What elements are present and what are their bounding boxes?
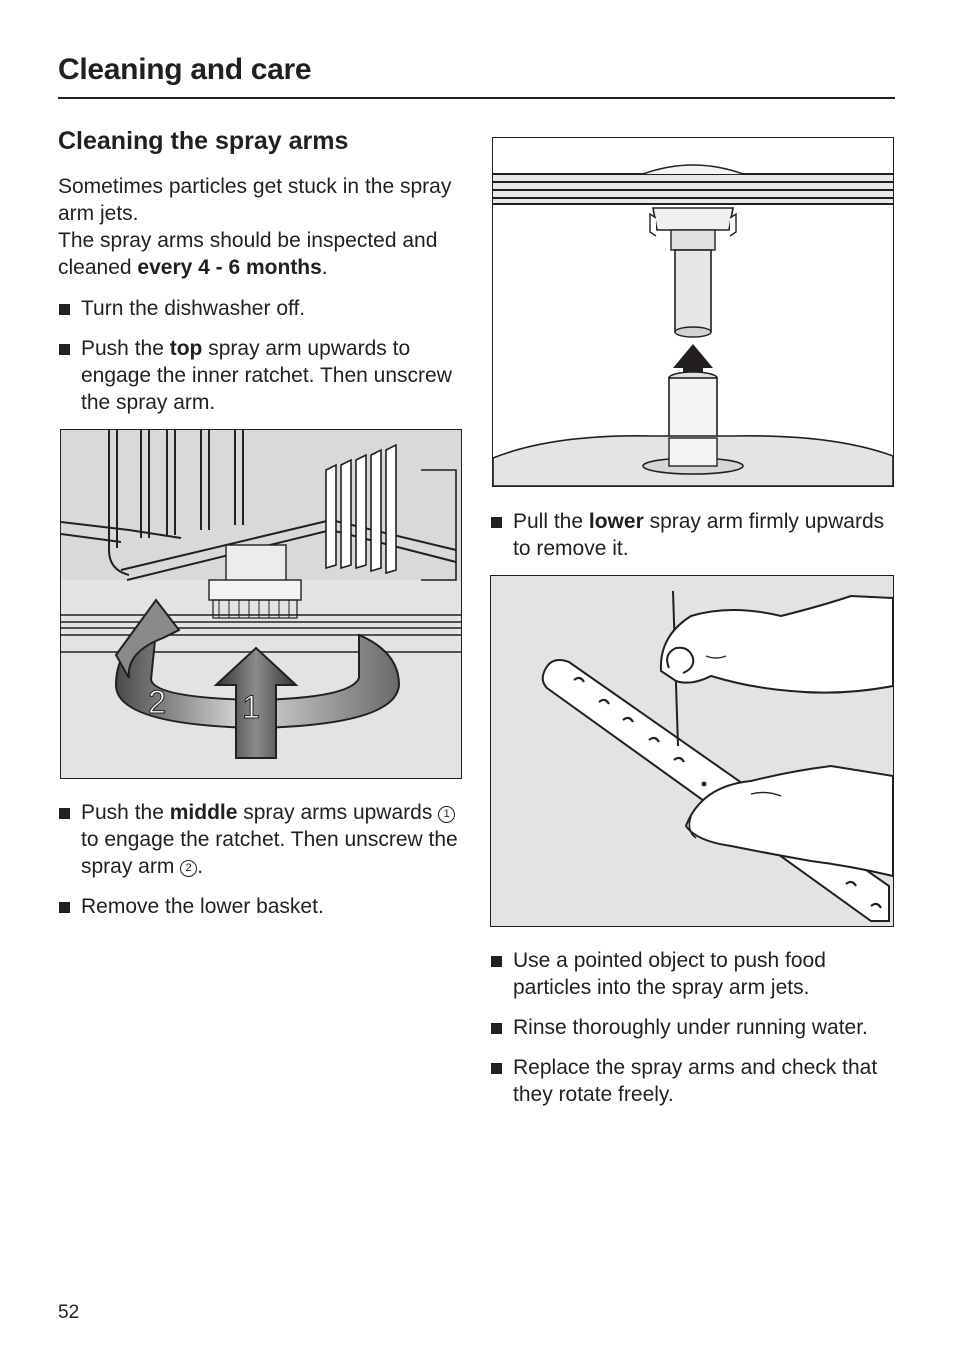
intro-line-2: The spray arms should be inspected and cleaned every 4 - 6 months.: [58, 229, 438, 279]
steps-list-a: [58, 295, 468, 416]
push-marker-ref: 1: [438, 806, 455, 823]
push-marker: 1: [242, 689, 260, 725]
page-number: 52: [58, 1302, 80, 1323]
step-middle-arm: Push the middle spray arms upwards 1 to engage the ratchet. Then unscrew the spray arm 2 .: [58, 799, 468, 880]
rotate-marker-ref: 2: [180, 860, 197, 877]
step-top-arm: Push the top spray arm upwards to engage the inner ratchet. Then unscrew the spray arm.: [58, 335, 468, 416]
left-column: [58, 125, 468, 933]
intro-line-1: Sometimes particles get stuck in the spray arm jets.: [58, 175, 452, 225]
clean-jets-illustration: [491, 576, 893, 926]
figure-top-spray-arm: [492, 137, 894, 487]
figure-clean-jets: [490, 575, 894, 927]
middle-spray-arm-illustration: [61, 430, 461, 778]
steps-list-d: [490, 947, 895, 1108]
chapter-title: Cleaning and care: [58, 53, 312, 86]
rotate-marker: 2: [148, 684, 166, 720]
steps-list-c: [490, 508, 895, 562]
step-remove-basket: Remove the lower basket.: [58, 893, 468, 920]
interval-emphasis: every 4 - 6 months: [137, 256, 322, 279]
page-header: [58, 50, 895, 99]
figure-middle-spray-arm: [60, 429, 462, 779]
step-turn-off: Turn the dishwasher off.: [58, 295, 468, 322]
step-push-particles: Use a pointed object to push food particles into the spray arm jets.: [490, 947, 895, 1001]
right-column: [490, 137, 895, 1121]
top-spray-arm-illustration: [493, 138, 893, 486]
step-lower-arm: Pull the lower spray arm firmly upwards to remove it.: [490, 508, 895, 562]
step-rinse: Rinse thoroughly under running water.: [490, 1014, 895, 1041]
step-replace: Replace the spray arms and check that they rotate freely.: [490, 1054, 895, 1108]
section-heading: Cleaning the spray arms: [58, 127, 349, 155]
header-rule: [58, 97, 895, 99]
steps-list-b: [58, 799, 468, 920]
